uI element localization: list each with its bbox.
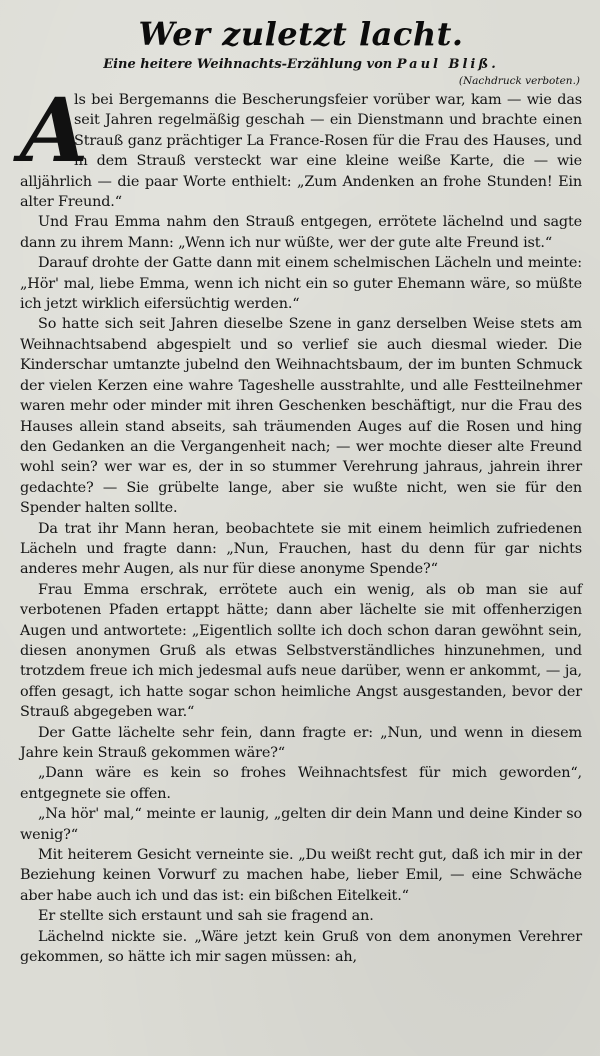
paragraph: „Na hör' mal,“ meinte er launig, „gelten dir dein Mann und deine Kinder so wenig?“ (20, 806, 582, 843)
drop-cap-letter: A (20, 78, 89, 182)
paragraph: So hatte sich seit Jahren dieselbe Szene in ganz derselben Weise stets am Weihnachtsabend abgespielt und so verlief sie auch diesmal wieder. Die Kinderschar umtanzte jubelnd den Weihnachtsbaum, der im bunten Schmuck der vielen Kerzen eine wahre Tageshelle ausstrahlte, und alle Festteilnehmer waren mehr oder minder mit ihren Geschenken beschäftigt, nur die Frau des Hauses allein stand abseits, sah träumenden Auges auf die Rosen und hing den Gedanken an die Vergangenheit nach; — wer mochte dieser alte Freund wohl sein? wer war es, der in so stummer Verehrung jahraus, jahrein ihrer gedachte? — Sie grübelte lange, aber sie wußte nicht, wen sie für den Spender halten sollte. (20, 316, 582, 517)
article-title: Wer zuletzt lacht. (138, 15, 464, 53)
paragraph: Mit heiterem Gesicht verneinte sie. „Du weißt recht gut, daß ich mir in der Beziehung keinen Vorwurf zu machen habe, lieber Emil, — eine Schwäche aber habe auch ich und das ist: ein bißchen Eitelkeit.“ (20, 847, 582, 904)
reprint-notice: (Nachdruck verboten.) (458, 75, 580, 87)
paragraph-1-text: ls bei Bergemanns die Bescherungsfeier vorüber war, kam — wie das seit Jahren regelmäßig geschah — ein Dienstmann und brachte einen Strauß ganz prächtiger La France-Rosen für die Frau des Hauses, und in dem Strauß versteckt war eine kleine weiße Karte, die — wie alljährlich — die paar Worte enthielt: „Zum Andenken an frohe Stunden! Ein alter Freund.“ (20, 92, 582, 211)
paragraph: Darauf drohte der Gatte dann mit einem schelmischen Lächeln und meinte: „Hör' mal, liebe Emma, wenn ich nicht ein so guter Ehemann wäre, so müßte ich jetzt wirklich eifersüchtig werden.“ (20, 255, 582, 313)
author-name: Paul Bliß. (396, 57, 499, 72)
paragraph: Da trat ihr Mann heran, beobachtete sie mit einem heimlich zufriedenen Lächeln und fragte dann: „Nun, Frauchen, hast du denn für gar nichts anderes mehr Augen, als nur für diese anonyme Spende?“ (20, 520, 582, 578)
paragraph: Der Gatte lächelte sehr fein, dann fragte er: „Nun, und wenn in diesem Jahre kein Strauß gekommen wäre?“ (20, 724, 582, 761)
paragraph: Er stellte sich erstaunt und sah sie fragend an. (38, 908, 374, 925)
paragraph: Frau Emma erschrak, errötete auch ein wenig, als ob man sie auf verbotenen Pfaden ertappt hätte; dann aber lächelte sie mit offenherzigen Augen und antwortete: „Eigentlich sollte ich doch schon daran gewöhnt sein, diesen anonymen Gruß als etwas Selbstverständliches hinzunehmen, und trotzdem freue ich mich jedesmal aufs neue darüber, wenn er ankommt, — ja, offen gesagt, ich hatte sogar schon heimliche Angst ausgestanden, bevor der Strauß abgegeben war.“ (20, 581, 582, 721)
drop-cap (20, 78, 89, 182)
paragraph: Und Frau Emma nahm den Strauß entgegen, errötete lächelnd und sagte dann zu ihrem Mann: „Wenn ich nur wüßte, wer der gute alte Freund ist.“ (20, 214, 582, 251)
subtitle-text: Eine heitere Weihnachts-Erzählung von (103, 57, 393, 72)
paragraph: Lächelnd nickte sie. „Wäre jetzt kein Gruß von dem anonymen Verehrer gekommen, so hätte ich mir sagen müssen: ah, (20, 928, 582, 966)
paragraph: „Dann wäre es kein so frohes Weihnachtsfest für mich geworden“, entgegnete sie offen. (20, 765, 582, 802)
article-subtitle (20, 56, 582, 74)
